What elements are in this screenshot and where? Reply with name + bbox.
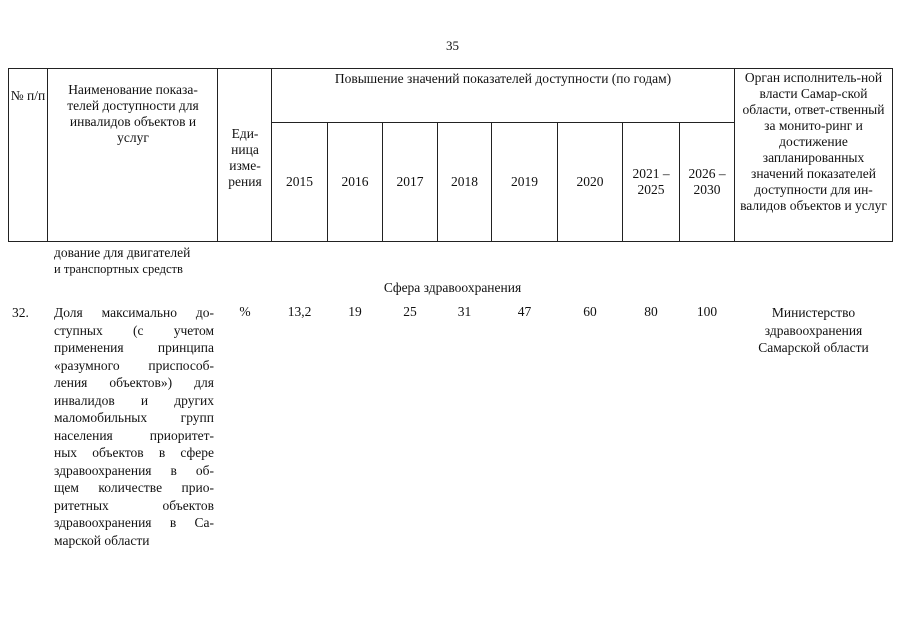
row-name-line: инвалидов и других	[54, 392, 214, 408]
row-value-2018: 31	[457, 304, 472, 319]
row-value-2015: 13,2	[287, 304, 312, 319]
row-responsible-organ: Министерство здравоохранения Самарской области	[758, 305, 869, 355]
header-year-2016: 2016	[341, 174, 369, 189]
row-name-line: ритетных объектов	[54, 497, 214, 513]
header-year-2021-2025: 2021 – 2025	[632, 166, 670, 197]
continued-text-line-2: и транспортных средств	[54, 262, 183, 276]
row-number: 32.	[12, 305, 29, 320]
section-title: Сфера здравоохранения	[383, 280, 522, 295]
row-name-line: марской области	[54, 532, 150, 548]
row-value-2016: 19	[348, 304, 362, 319]
row-name-line: маломобильных групп	[54, 410, 214, 425]
row-name-line: щем количестве прио-	[54, 480, 214, 495]
header-unit: Еди-ница изме-рения	[228, 126, 262, 189]
header-year-2015: 2015	[286, 174, 313, 189]
row-value-2017: 25	[403, 304, 417, 319]
header-number: № п/п	[10, 88, 46, 103]
header-year-2026-2030: 2026 – 2030	[688, 166, 726, 197]
header-year-2017: 2017	[396, 174, 424, 189]
header-responsible-organ: Орган исполнитель-ной власти Самар-ской области, ответ-ственный за монито-ринг и достижение запланированных значений показателей доступности для ин-валидов объектов и услуг	[740, 70, 887, 213]
continued-text-line-1: дование для двигателей	[54, 245, 191, 260]
row-name-line: ступных (с учетом	[54, 322, 214, 338]
row-value-2026-2030: 100	[696, 304, 718, 319]
row-name-line: Доля максимально до-	[54, 305, 214, 320]
row-value-2019: 47	[517, 304, 532, 319]
row-unit: %	[239, 304, 251, 319]
row-name-line: ления объектов») для	[54, 375, 214, 390]
row-value-2021-2025: 80	[644, 304, 658, 319]
page-number: 35	[446, 38, 459, 53]
header-years-group: Повышение значений показателей доступности (по годам)	[334, 71, 672, 86]
row-name-line: здравоохранения в Са-	[54, 515, 214, 530]
row-indicator-name	[54, 304, 214, 549]
header-year-2020: 2020	[576, 174, 604, 189]
row-name-line: здравоохранения в об-	[54, 462, 214, 478]
row-name-line: ных объектов в сфере	[54, 445, 214, 460]
row-name-line: населения приоритет-	[54, 427, 214, 443]
header-indicator-name: Наименование показа-телей доступности для инвалидов объектов и услуг	[67, 82, 199, 145]
row-name-line: применения принципа	[54, 340, 214, 355]
row-name-line: «разумного приспособ-	[54, 357, 214, 373]
header-year-2018: 2018	[451, 174, 478, 189]
row-value-2020: 60	[583, 304, 597, 319]
header-year-2019: 2019	[511, 174, 538, 189]
